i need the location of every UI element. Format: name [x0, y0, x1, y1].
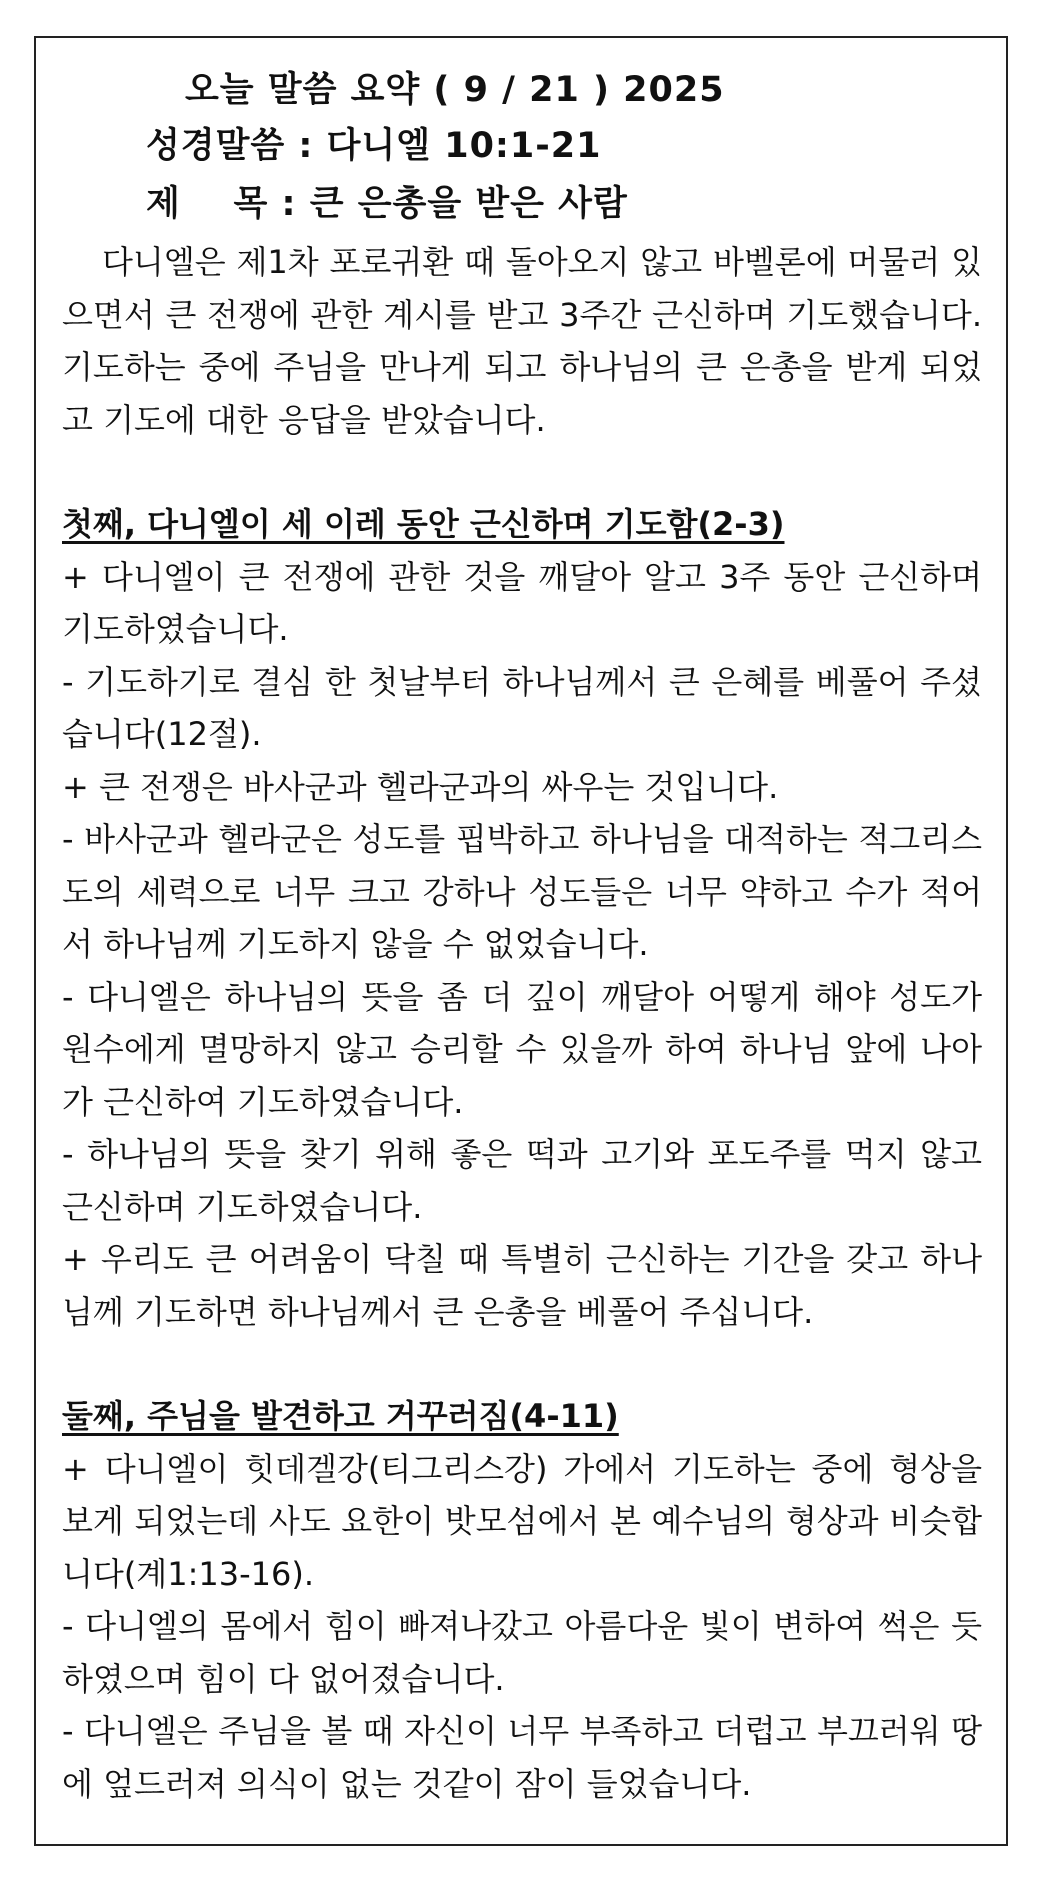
list-item: - 다니엘의 몸에서 힘이 빠져나갔고 아름다운 빛이 변하여 썩은 듯하였으며 힘이 다 없어졌습니다.: [62, 1607, 982, 1698]
list-item: - 하나님의 뜻을 찾기 위해 좋은 떡과 고기와 포도주를 먹지 않고 근신하며 기도하였습니다.: [62, 1135, 982, 1226]
sermon-body: [62, 236, 982, 1810]
summary-title: 오늘 말씀 요약 ( 9 / 21 ) 2025: [185, 70, 725, 110]
list-item: - 바사군과 헬라군은 성도를 핍박하고 하나님을 대적하는 적그리스도의 세력으로 너무 크고 강하나 성도들은 너무 약하고 수가 적어서 하나님께 기도하지 않을 수 없었습니다.: [62, 820, 982, 963]
list-item: - 다니엘은 하나님의 뜻을 좀 더 깊이 깨달아 어떻게 해야 성도가 원수에게 멸망하지 않고 승리할 수 있을까 하여 하나님 앞에 나아가 근신하여 기도하였습니다.: [62, 977, 982, 1121]
list-item: + 우리도 큰 어려움이 닥칠 때 특별히 근신하는 기간을 갖고 하나님께 기도하면 하나님께서 큰 은총을 베풀어 주십니다.: [62, 1240, 982, 1331]
list-item: + 큰 전쟁은 바사군과 헬라군과의 싸우는 것입니다.: [62, 767, 779, 806]
intro-paragraph: 다니엘은 제1차 포로귀환 때 돌아오지 않고 바벨론에 머물러 있으면서 큰 전쟁에 관한 계시를 받고 3주간 근신하며 기도했습니다. 기도하는 중에 주님을 만나게 되고 하나님의 큰 은총을 받게 되었고 기도에 대한 응답을 받았습니다.: [62, 243, 982, 439]
list-item: + 다니엘이 큰 전쟁에 관한 것을 깨달아 알고 3주 동안 근신하며 기도하였습니다.: [62, 557, 982, 648]
spacer: [62, 1338, 982, 1390]
list-item: - 기도하기로 결심 한 첫날부터 하나님께서 큰 은혜를 베풀어 주셨습니다(12절).: [62, 662, 982, 753]
section-heading-2: 둘째, 주님을 발견하고 거꾸러짐(4-11): [62, 1397, 619, 1435]
list-item: + 다니엘이 힛데겔강(티그리스강) 가에서 기도하는 중에 형상을 보게 되었는데 사도 요한이 밧모섬에서 본 예수님의 형상과 비슷합니다(계1:13-16).: [62, 1449, 982, 1593]
list-item: - 다니엘은 주님을 볼 때 자신이 너무 부족하고 더럽고 부끄러워 땅에 엎드러져 의식이 없는 것같이 잠이 들었습니다.: [62, 1712, 982, 1803]
sermon-subject: 제 목 : 큰 은총을 받은 사람: [146, 184, 628, 224]
scripture-reference: 성경말씀 : 다니엘 10:1-21: [146, 126, 602, 166]
spacer: [62, 446, 982, 498]
section-heading-1: 첫째, 다니엘이 세 이레 동안 근신하며 기도함(2-3): [62, 505, 785, 543]
